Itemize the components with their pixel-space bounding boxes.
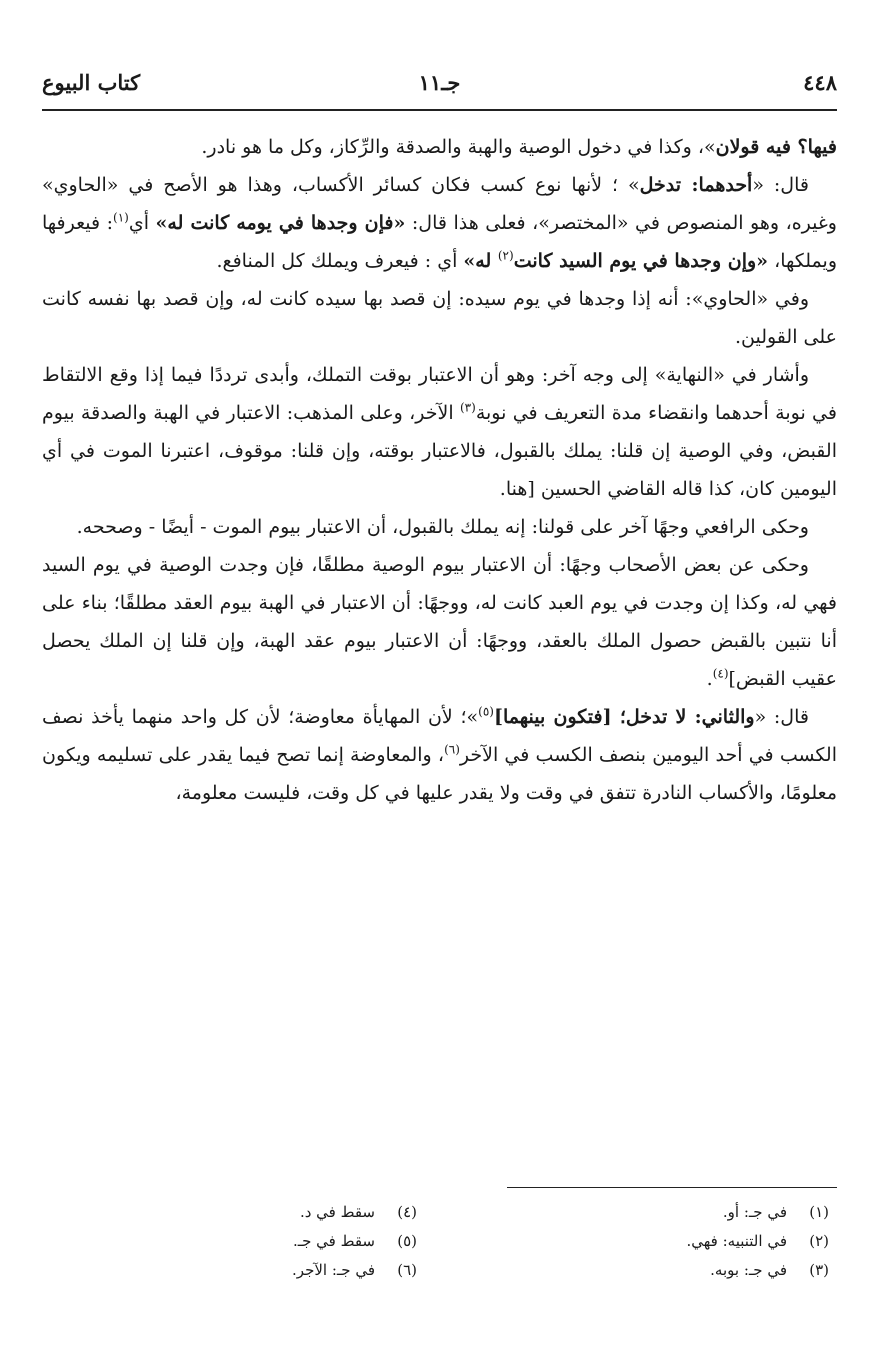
text-run: وحكى الرافعي وجهًا آخر على قولنا: إنه يملك بالقبول، أن الاعتبار بيوم الموت - أيضًا - وصححه. bbox=[76, 516, 809, 538]
footnote-ref[interactable]: (٥) bbox=[478, 704, 494, 719]
paragraph bbox=[42, 280, 837, 356]
paragraph bbox=[42, 508, 837, 546]
text-run: قال: « bbox=[752, 174, 809, 196]
footnote-text: في جـ: الآجر. bbox=[292, 1261, 375, 1279]
header-rule bbox=[42, 109, 837, 111]
text-run: وفي «الحاوي»: أنه إذا وجدها في يوم سيده: إن قصد بها سيده كانت له، وإن قصد بها نفسه كانت على القولين. bbox=[42, 288, 837, 348]
footnote-number: (٥) bbox=[397, 1232, 417, 1250]
text-run: . bbox=[706, 668, 713, 690]
footnote-text: في جـ: أو. bbox=[722, 1203, 787, 1221]
text-run: وحكى عن بعض الأصحاب وجهًا: أن الاعتبار بيوم الوصية مطلقًا، فإن وجدت الوصية في يوم السيد فهي له، وكذا إن وجدت في يوم العبد كانت له، ووجهًا: أن الاعتبار في الهبة بيوم العقد مطلقًا؛ بناء على أنا نتبين بالقبض حصول الملك بالعقد، ووجهًا: أن الاعتبار بيوم عقد الهبة، وإن قلنا إن الملك يحصل عقيب القبض] bbox=[42, 554, 837, 690]
footnote-column bbox=[37, 1198, 417, 1285]
paragraph bbox=[42, 546, 837, 698]
footnote-column bbox=[449, 1198, 829, 1285]
text-run: أي bbox=[128, 212, 156, 234]
paragraph bbox=[42, 166, 837, 280]
footnote-text: سقط في د. bbox=[299, 1203, 375, 1221]
footnote-ref[interactable]: (٦) bbox=[444, 742, 460, 757]
text-run: ، والمعاوضة إنما تصح فيما يقدر على تسليمه ويكون معلومًا، والأكساب النادرة تتفق في وقت ولا يقدر عليها في كل وقت، فليست معلومة، bbox=[42, 744, 837, 804]
page-number: ٤٤٨ bbox=[803, 70, 837, 95]
bold-text: والثاني: لا تدخل؛ [فتكون بينهما] bbox=[493, 706, 755, 728]
bold-text: فيها؟ فيه قولان bbox=[715, 136, 837, 158]
page-header bbox=[42, 70, 837, 104]
paragraph bbox=[42, 128, 837, 166]
footnote-number: (٢) bbox=[809, 1232, 829, 1250]
paragraph bbox=[42, 356, 837, 508]
footnote-ref[interactable]: (١) bbox=[113, 210, 129, 225]
footnote-text: في التنبيه: فهي. bbox=[686, 1232, 787, 1250]
bold-text: «وإن وجدها في يوم السيد كانت bbox=[513, 250, 769, 272]
footnote-ref[interactable]: (٢) bbox=[497, 248, 514, 263]
footnote-number: (٤) bbox=[397, 1203, 417, 1221]
bold-text: «فإن وجدها في يومه كانت له» bbox=[155, 212, 406, 234]
text-run: أي : فيعرف ويملك كل المنافع. bbox=[216, 250, 464, 272]
text-run: قال: « bbox=[754, 706, 809, 728]
text-run: الآخر، وعلى المذهب: الاعتبار في الهبة والصدقة بيوم القبض، وفي الوصية إن قلنا: يملك بالقبول، فالاعتبار بوقته، وإن قلنا: موقوف، اعتبرنا الموت في أي اليومين كان، كذا قاله القاضي الحسين [هنا. bbox=[42, 402, 837, 500]
footnote bbox=[37, 1227, 417, 1256]
text-run: وأشار في «النهاية» إلى وجه آخر: وهو أن الاعتبار بوقت التملك، وأبدى ترددًا فيما إذا وقع الالتقاط في نوبة أحدهما وانقضاء مدة التعريف في نوبة bbox=[42, 364, 837, 424]
footnote-number: (١) bbox=[809, 1203, 829, 1221]
footnote bbox=[449, 1227, 829, 1256]
footnote bbox=[37, 1256, 417, 1285]
book-title: كتاب البيوع bbox=[42, 70, 141, 95]
footnote-ref[interactable]: (٣) bbox=[459, 400, 476, 415]
footnote-ref[interactable]: (٤) bbox=[712, 666, 729, 681]
footnote bbox=[449, 1198, 829, 1227]
volume-label: جـ١١ bbox=[418, 70, 461, 95]
footnote-text: سقط في جـ. bbox=[292, 1232, 375, 1250]
footnote bbox=[449, 1256, 829, 1285]
bold-text: له» bbox=[463, 250, 498, 272]
text-run: »، وكذا في دخول الوصية والهبة والصدقة والرِّكاز، وكل ما هو نادر. bbox=[201, 136, 716, 158]
footnote-number: (٣) bbox=[809, 1261, 829, 1279]
text-run: » ؛ لأنها نوع كسب فكان كسائر الأكساب، وهذا هو الأصح في «الحاوي» وغيره، وهو المنصوص في «المختصر»، فعلى هذا قال: bbox=[42, 174, 837, 234]
paragraph bbox=[42, 698, 837, 812]
footnote-number: (٦) bbox=[397, 1261, 417, 1279]
text-run: »؛ لأن المهايأة معاوضة؛ لأن كل واحد منهما يأخذ نصف الكسب في أحد اليومين بنصف الكسب في الآخر bbox=[42, 706, 837, 766]
footnote bbox=[37, 1198, 417, 1227]
footnote-rule bbox=[507, 1187, 837, 1188]
footnote-text: في جـ: بوبه. bbox=[710, 1261, 787, 1279]
main-text bbox=[42, 128, 837, 812]
bold-text: أحدهما: تدخل bbox=[639, 174, 753, 196]
text-run: : فيعرفها ويملكها، bbox=[42, 212, 837, 272]
